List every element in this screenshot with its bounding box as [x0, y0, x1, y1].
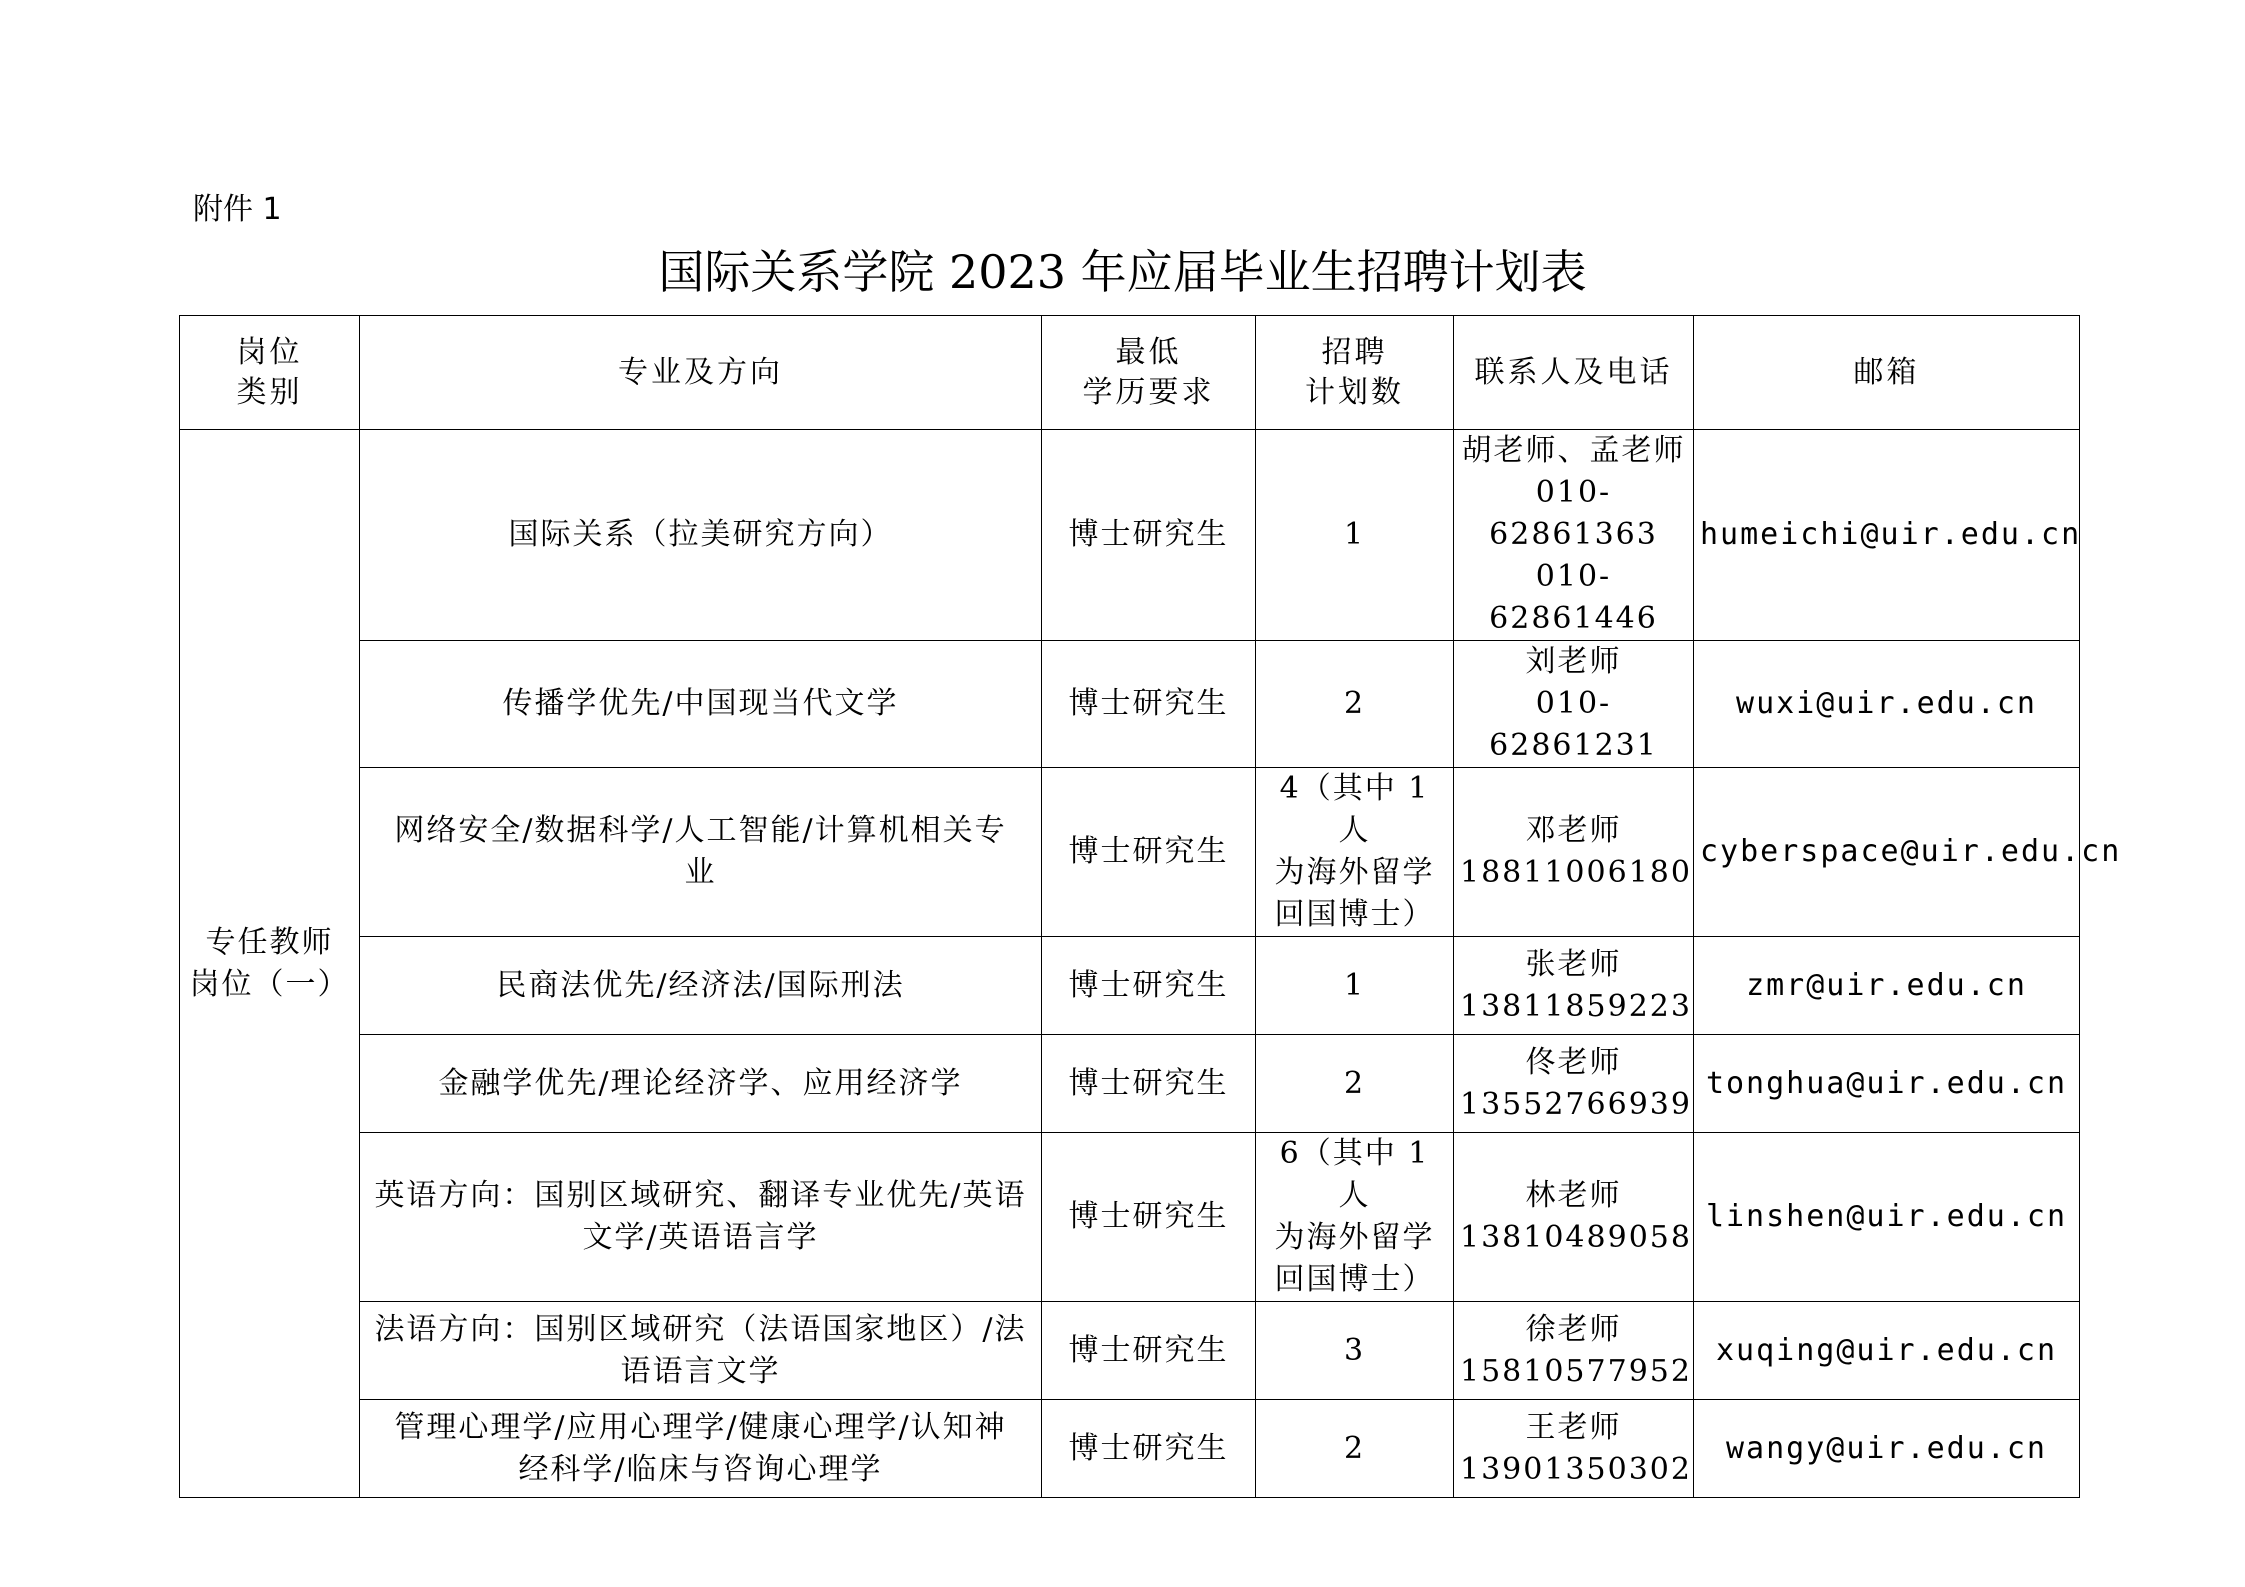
count-cell: 2 — [1256, 1035, 1454, 1133]
count-cell: 2 — [1256, 641, 1454, 768]
major-cell: 民商法优先/经济法/国际刑法 — [360, 937, 1042, 1035]
major-cell: 金融学优先/理论经济学、应用经济学 — [360, 1035, 1042, 1133]
recruitment-plan-table — [179, 315, 2122, 1498]
count-cell: 2 — [1256, 1400, 1454, 1498]
header-count: 招聘 计划数 — [1256, 316, 1454, 430]
email-cell: humeichi@uir.edu.cn — [1694, 430, 2080, 641]
count-cell: 1 — [1256, 937, 1454, 1035]
header-email: 邮箱 — [1694, 316, 2080, 430]
education-cell: 博士研究生 — [1042, 937, 1256, 1035]
table-row — [180, 1302, 2080, 1400]
major-cell: 法语方向：国别区域研究（法语国家地区）/法 语语言文学 — [360, 1302, 1042, 1400]
header-row — [180, 316, 2080, 430]
table-row — [180, 1035, 2080, 1133]
table-row — [180, 1133, 2080, 1302]
email-cell: cyberspace@uir.edu.cn — [1694, 768, 2080, 937]
count-cell: 6（其中 1 人 为海外留学 回国博士） — [1256, 1133, 1454, 1302]
attachment-label: 附件 1 — [193, 192, 282, 227]
education-cell: 博士研究生 — [1042, 768, 1256, 937]
contact-cell: 胡老师、孟老师 010-62861363 010-62861446 — [1454, 430, 1694, 641]
count-cell: 1 — [1256, 430, 1454, 641]
count-cell: 3 — [1256, 1302, 1454, 1400]
education-cell: 博士研究生 — [1042, 430, 1256, 641]
header-contact: 联系人及电话 — [1454, 316, 1694, 430]
education-cell: 博士研究生 — [1042, 641, 1256, 768]
education-cell: 博士研究生 — [1042, 1400, 1256, 1498]
education-cell: 博士研究生 — [1042, 1133, 1256, 1302]
major-cell: 管理心理学/应用心理学/健康心理学/认知神 经科学/临床与咨询心理学 — [360, 1400, 1042, 1498]
category-cell: 专任教师 岗位（一） — [180, 430, 360, 1498]
email-cell: zmr@uir.edu.cn — [1694, 937, 2080, 1035]
education-cell: 博士研究生 — [1042, 1302, 1256, 1400]
table-row — [180, 1400, 2080, 1498]
contact-cell: 徐老师 15810577952 — [1454, 1302, 1694, 1400]
contact-cell: 邓老师 18811006180 — [1454, 768, 1694, 937]
major-cell: 网络安全/数据科学/人工智能/计算机相关专 业 — [360, 768, 1042, 937]
document-title: 国际关系学院 2023 年应届毕业生招聘计划表 — [658, 245, 1587, 299]
contact-cell: 林老师 13810489058 — [1454, 1133, 1694, 1302]
contact-cell: 刘老师 010-62861231 — [1454, 641, 1694, 768]
major-cell: 国际关系（拉美研究方向） — [360, 430, 1042, 641]
email-cell: linshen@uir.edu.cn — [1694, 1133, 2080, 1302]
table-row — [180, 641, 2080, 768]
table-row — [180, 768, 2080, 937]
contact-cell: 张老师 13811859223 — [1454, 937, 1694, 1035]
table-row — [180, 430, 2080, 641]
major-cell: 传播学优先/中国现当代文学 — [360, 641, 1042, 768]
email-cell: wangy@uir.edu.cn — [1694, 1400, 2080, 1498]
email-cell: tonghua@uir.edu.cn — [1694, 1035, 2080, 1133]
email-cell: xuqing@uir.edu.cn — [1694, 1302, 2080, 1400]
table-row — [180, 937, 2080, 1035]
count-cell: 4（其中 1 人 为海外留学 回国博士） — [1256, 768, 1454, 937]
email-cell: wuxi@uir.edu.cn — [1694, 641, 2080, 768]
major-cell: 英语方向：国别区域研究、翻译专业优先/英语 文学/英语语言学 — [360, 1133, 1042, 1302]
contact-cell: 佟老师 13552766939 — [1454, 1035, 1694, 1133]
contact-cell: 王老师 13901350302 — [1454, 1400, 1694, 1498]
header-major: 专业及方向 — [360, 316, 1042, 430]
header-category: 岗位 类别 — [180, 316, 360, 430]
header-education: 最低 学历要求 — [1042, 316, 1256, 430]
education-cell: 博士研究生 — [1042, 1035, 1256, 1133]
